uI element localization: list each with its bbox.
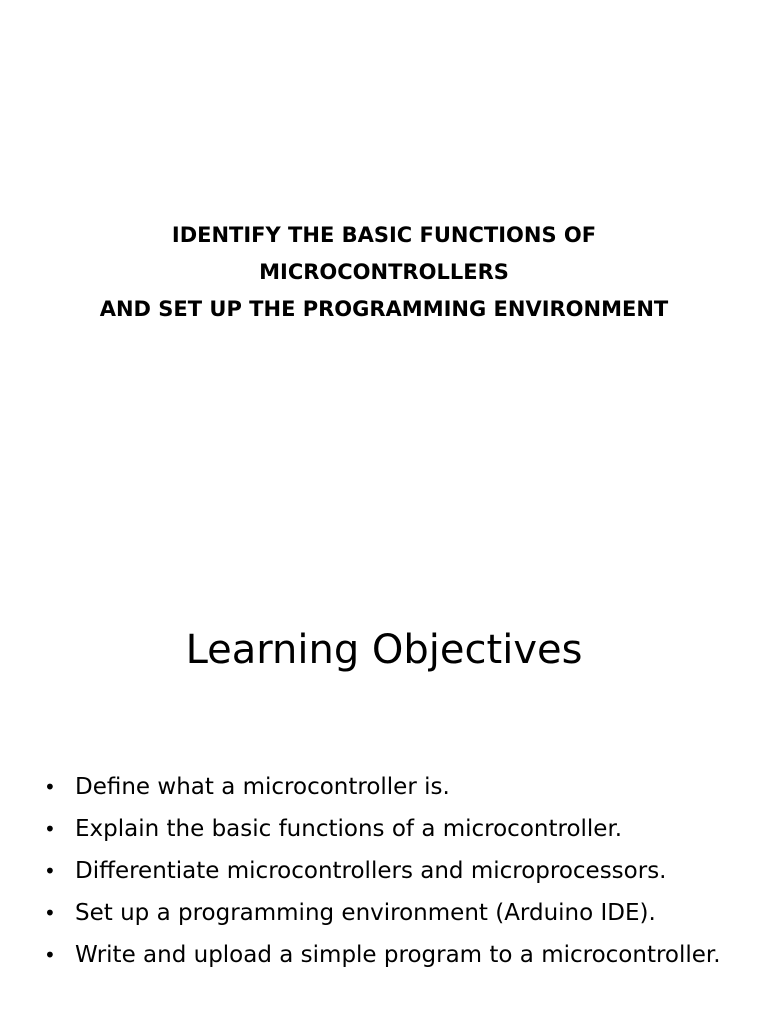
slide-title: [0, 217, 768, 328]
list-item: [0, 854, 768, 889]
slide-title-line-3: AND SET UP THE PROGRAMMING ENVIRONMENT: [99, 297, 669, 321]
section-heading: Learning Objectives: [185, 627, 583, 673]
bullet-icon: •: [44, 901, 56, 925]
bullet-icon: •: [44, 943, 56, 967]
objective-text: Explain the basic functions of a microcontroller.: [75, 816, 623, 842]
list-item: [0, 896, 768, 931]
bullet-icon: •: [44, 775, 56, 799]
slide-title-line-2: MICROCONTROLLERS: [259, 260, 509, 284]
slide-title-line-1: IDENTIFY THE BASIC FUNCTIONS OF: [171, 223, 597, 247]
bullet-icon: •: [44, 817, 56, 841]
objectives-list: [0, 770, 768, 980]
list-item: [0, 938, 768, 973]
list-item: [0, 812, 768, 847]
objective-text: Define what a microcontroller is.: [75, 774, 450, 800]
objective-text: Write and upload a simple program to a microcontroller.: [75, 942, 721, 968]
bullet-icon: •: [44, 859, 56, 883]
list-item: [0, 770, 768, 805]
objective-text: Set up a programming environment (Arduino IDE).: [75, 900, 656, 926]
objective-text: Differentiate microcontrollers and microprocessors.: [75, 858, 667, 884]
